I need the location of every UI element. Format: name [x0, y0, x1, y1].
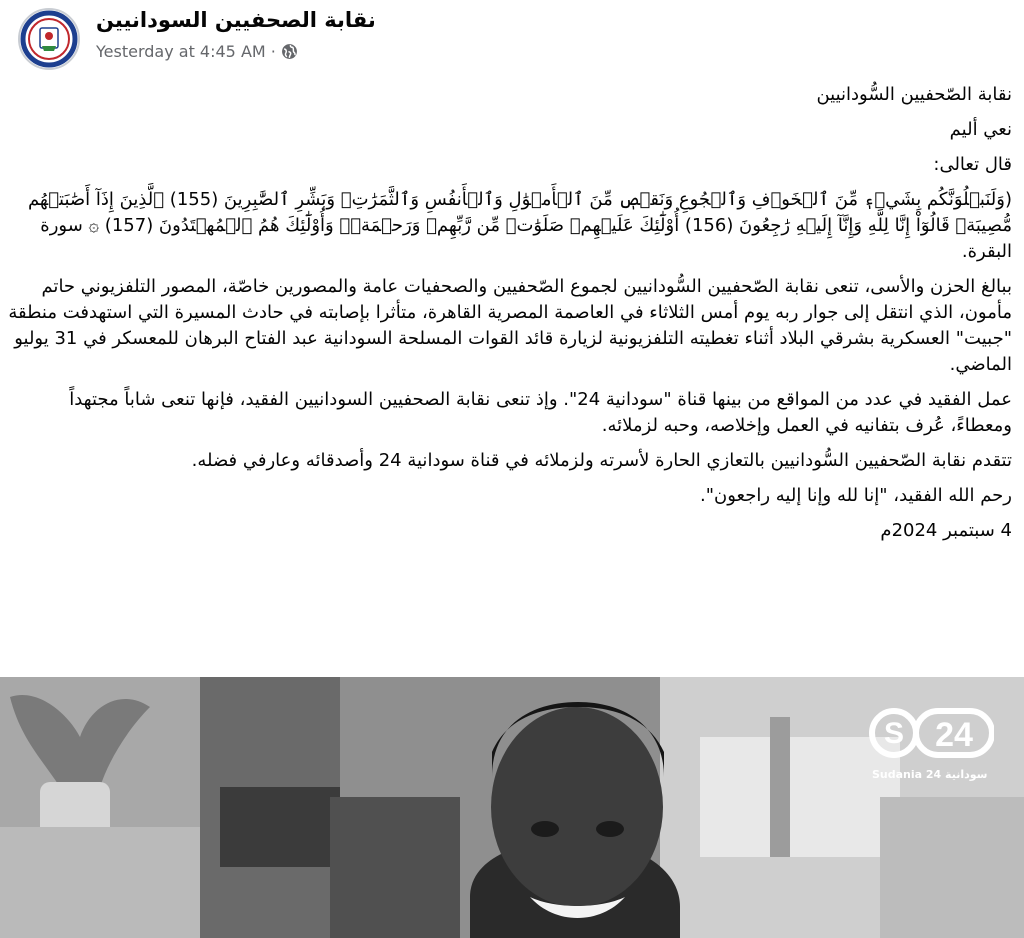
post-paragraph-prayer: رحم الله الفقيد، "إنا لله وإنا إليه راجعون". — [700, 485, 1012, 506]
post-paragraph-career: عمل الفقيد في عدد من المواقع من بينها قناة "سودانية 24". وإذ تنعى نقابة الصحفيين السودانيين الفقيد، فإنها تنعى شاباً مجتهداً ومعطاءً، عُرف بتفانيه في العمل وإخلاصه، وحبه لزملائه. — [69, 389, 1012, 436]
page-avatar[interactable] — [18, 8, 80, 70]
svg-text:24: 24 — [935, 716, 973, 754]
post-text — [7, 82, 1012, 553]
sudania24-logo-caption: Sudania 24 سودانية — [872, 768, 988, 781]
meta-separator: · — [270, 42, 276, 61]
post-paragraph-union-name: نقابة الصّحفيين السُّودانيين — [816, 84, 1012, 105]
globe-icon[interactable] — [281, 43, 298, 60]
post-paragraph-quran-intro: قال تعالى: — [933, 154, 1012, 175]
post-paragraph-date: 4 سبتمبر 2024م — [880, 520, 1012, 541]
svg-text:S: S — [883, 717, 905, 750]
post-paragraph-announcement: ببالغ الحزن والأسى، تنعى نقابة الصّحفيين السُّودانيين لجموع الصّحفيين والصحفيات عامة والمصورين خاصّة، المصور التلفزيوني حاتم مأمون، الذي انتقل إلى جوار ربه يوم أمس الثلاثاء في العاصمة المصرية القاهرة، متأثرا بإصابته في حادث المسيرة التي استهدفت منطقة "جبيت" العسكرية بشرقي البلاد أثناء تغطيته التلفزيونية لزيارة قائد القوات المسلحة السودانية عبد الفتاح البرهان للمعسكر في 31 يوليو الماضي. — [8, 276, 1012, 375]
post-timestamp[interactable]: Yesterday at 4:45 AM — [96, 42, 266, 61]
post-paragraph-quran-verse: (وَلَنَبۡلُوَنَّكُم بِشَيۡءٖ مِّنَ ٱلۡخَوۡفِ وَٱلۡجُوعِ وَنَقۡصٖ مِّنَ ٱلۡأَمۡوَٰلِ وَٱلۡأَنفُسِ وَٱلثَّمَرَٰتِۗ وَبَشِّرِ ٱلصَّٰبِرِينَ (155) ٱلَّذِينَ إِذَآ أَصَٰبَتۡهُم مُّصِيبَةٞ قَالُوٓاْ إِنَّا لِلَّهِ وَإِنَّآ إِلَيۡهِ رَٰجِعُونَ (156) أُوْلَٰٓئِكَ عَلَيۡهِمۡ صَلَوَٰتٞ مِّن رَّبِّهِمۡ وَرَحۡمَةٞۖ وَأُوْلَٰٓئِكَ هُمُ ٱلۡمُهۡتَدُونَ (157) ۞ سورة البقرة. — [27, 189, 1012, 262]
page-name[interactable]: نقابة الصحفيين السودانيين — [96, 8, 376, 32]
post-meta — [96, 42, 298, 61]
post-paragraph-obituary-heading: نعي أليم — [949, 119, 1012, 140]
post-paragraph-condolences: تتقدم نقابة الصّحفيين السُّودانيين بالتعازي الحارة لأسرته ولزملائه في قناة سودانية 24 وأصدقائه وعارفي فضله. — [191, 450, 1012, 471]
post-header — [0, 0, 1024, 80]
union-logo-icon — [20, 10, 78, 68]
